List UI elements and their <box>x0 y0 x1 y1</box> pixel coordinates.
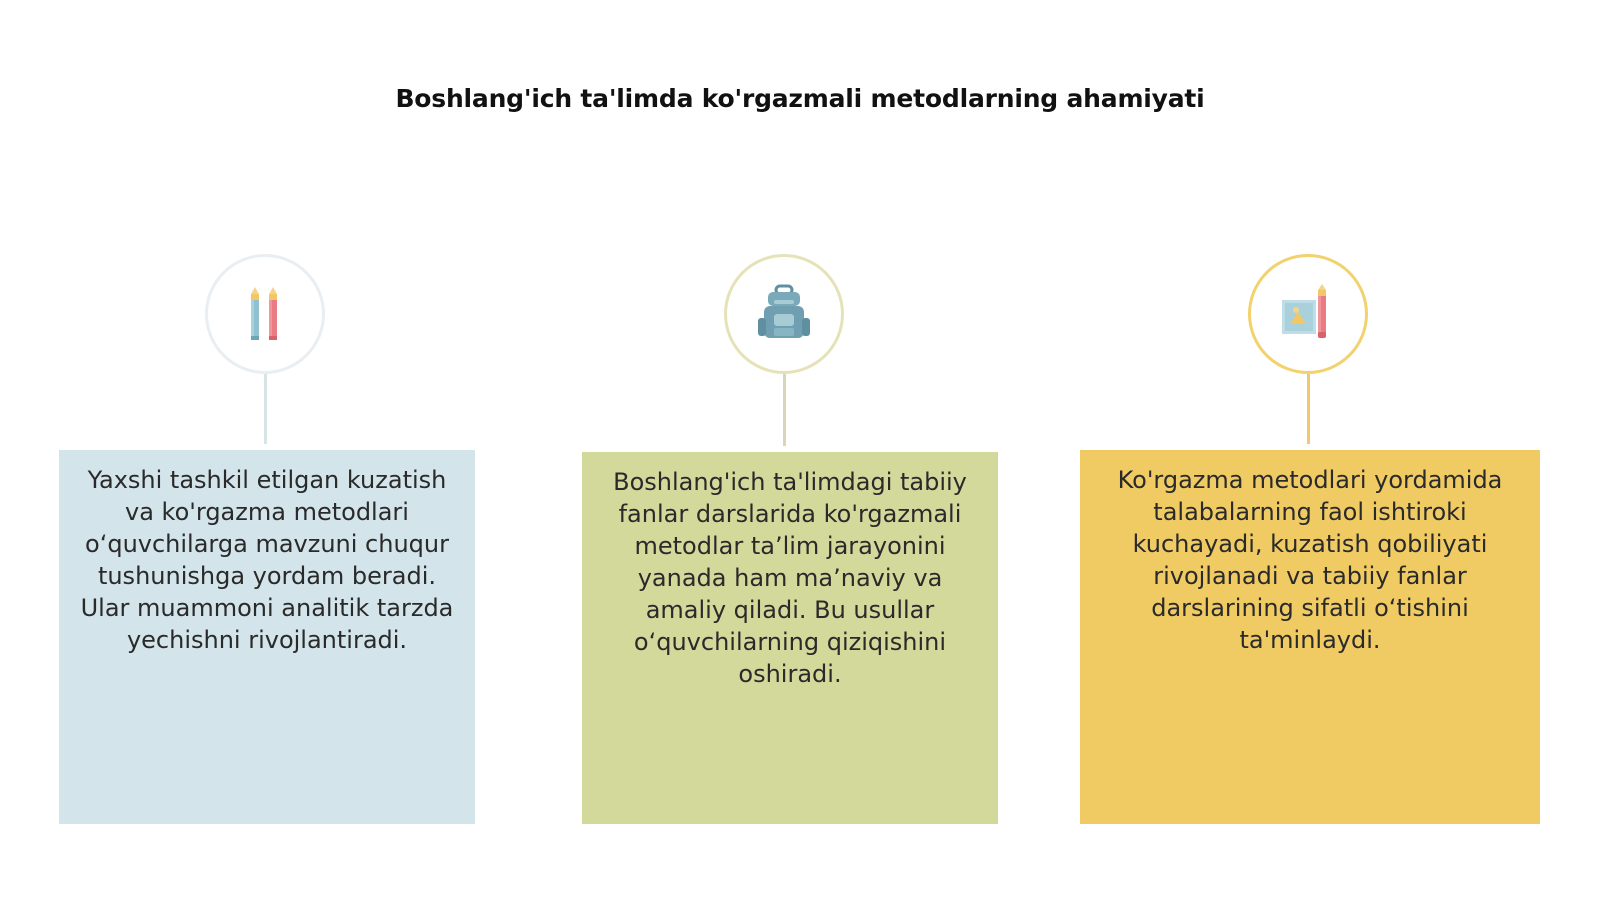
icon-circle-1 <box>205 254 325 374</box>
icon-circle-2 <box>724 254 844 374</box>
card-2-text: Boshlang'ich ta'limdagi tabiiy fanlar darslarida ko'rgazmali metodlar ta’lim jarayonini yanada ham ma’naviy va amaliy qiladi. Bu usullar o‘quvchilarning qiziqishini oshiradi. <box>613 468 967 688</box>
connector-line-1 <box>264 374 267 444</box>
card-1-text: Yaxshi tashkil etilgan kuzatish va ko'rgazma metodlari o‘quvchilarga mavzuni chuqur tushunishga yordam beradi. Ular muammoni analitik tarzda yechishni rivojlantiradi. <box>80 466 454 654</box>
card-3-text: Ko'rgazma metodlari yordamida talabalarning faol ishtiroki kuchayadi, kuzatish qobiliyati rivojlanadi va tabiiy fanlar darslarining sifatli o‘tishini ta'minlaydi. <box>1117 466 1503 654</box>
connector-line-2 <box>783 374 786 446</box>
drawing-pencil-icon <box>1276 282 1340 346</box>
connector-line-3 <box>1307 374 1310 444</box>
card-3 <box>1080 450 1540 824</box>
pencils-icon <box>235 284 295 344</box>
backpack-icon <box>752 282 816 346</box>
icon-circle-3 <box>1248 254 1368 374</box>
card-2 <box>582 452 998 824</box>
page-title: Boshlang'ich ta'limda ko'rgazmali metodlarning ahamiyati <box>395 84 1205 113</box>
card-1 <box>59 450 475 824</box>
